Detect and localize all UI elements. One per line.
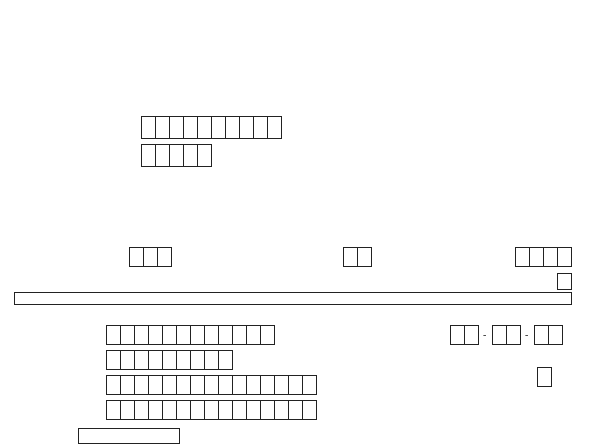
phone-cell[interactable] (204, 400, 219, 420)
inn-cell[interactable] (134, 325, 149, 345)
ogrn-cell[interactable] (106, 375, 121, 395)
org-name-field[interactable] (14, 292, 572, 305)
reg-number-cell[interactable] (211, 116, 226, 139)
kpp-cell[interactable] (218, 350, 233, 370)
reg-number-cell[interactable] (183, 116, 198, 139)
reg-number-cell[interactable] (253, 116, 268, 139)
ogrn-cell[interactable] (204, 375, 219, 395)
okved-cell[interactable] (548, 325, 563, 345)
phone-cell[interactable] (148, 400, 163, 420)
inn-cells[interactable] (106, 325, 275, 345)
phone-cell[interactable] (134, 400, 149, 420)
okved-cells-2[interactable] (492, 325, 521, 345)
phone-cell[interactable] (120, 400, 135, 420)
calendar-year-cell[interactable] (515, 247, 530, 267)
okved-cell[interactable] (464, 325, 479, 345)
kpp-cell[interactable] (176, 350, 191, 370)
reg-number-cell[interactable] (239, 116, 254, 139)
reg-number-cell[interactable] (155, 116, 170, 139)
subordination-code-cells[interactable] (141, 144, 212, 167)
ogrn-cell[interactable] (120, 375, 135, 395)
ogrn-cell[interactable] (302, 375, 317, 395)
stamp-cells[interactable] (78, 428, 180, 444)
ogrn-cell[interactable] (218, 375, 233, 395)
inn-cell[interactable] (120, 325, 135, 345)
inn-cell[interactable] (260, 325, 275, 345)
phone-cell[interactable] (260, 400, 275, 420)
okved-cell[interactable] (534, 325, 549, 345)
phone-cell[interactable] (176, 400, 191, 420)
reporting-period-cells[interactable] (343, 247, 372, 267)
reg-number-cell[interactable] (169, 116, 184, 139)
ogrn-cell[interactable] (274, 375, 289, 395)
phone-cell[interactable] (274, 400, 289, 420)
kpp-cell[interactable] (190, 350, 205, 370)
calendar-year-cell[interactable] (543, 247, 558, 267)
phone-cell[interactable] (288, 400, 303, 420)
phone-cell[interactable] (162, 400, 177, 420)
okved-cell[interactable] (450, 325, 465, 345)
okved-separator: - (483, 330, 487, 341)
reporting-period-cell[interactable] (343, 247, 358, 267)
inn-cell[interactable] (246, 325, 261, 345)
reporting-period-cell[interactable] (357, 247, 372, 267)
ogrn-cell[interactable] (288, 375, 303, 395)
subordination-code-cell[interactable] (183, 144, 198, 167)
reg-number-cell[interactable] (141, 116, 156, 139)
inn-cell[interactable] (218, 325, 233, 345)
reg-number-cell[interactable] (267, 116, 282, 139)
inn-cell[interactable] (106, 325, 121, 345)
subordination-code-cell[interactable] (169, 144, 184, 167)
okved-separator: - (525, 330, 529, 341)
kpp-cells[interactable] (106, 350, 233, 370)
okved-cell[interactable] (506, 325, 521, 345)
kpp-cell[interactable] (204, 350, 219, 370)
subordination-code-cell[interactable] (141, 144, 156, 167)
phone-cell[interactable] (246, 400, 261, 420)
calendar-year-cell[interactable] (529, 247, 544, 267)
kpp-cell[interactable] (106, 350, 121, 370)
inn-cell[interactable] (204, 325, 219, 345)
kpp-cell[interactable] (162, 350, 177, 370)
reg-number-cell[interactable] (225, 116, 240, 139)
okved-cell[interactable] (492, 325, 507, 345)
ogrn-cell[interactable] (148, 375, 163, 395)
inn-cell[interactable] (162, 325, 177, 345)
subordination-code-cell[interactable] (197, 144, 212, 167)
phone-cell[interactable] (232, 400, 247, 420)
phone-cell[interactable] (302, 400, 317, 420)
kpp-cell[interactable] (148, 350, 163, 370)
phone-cell[interactable] (106, 400, 121, 420)
ogrn-cell[interactable] (162, 375, 177, 395)
phone-cell[interactable] (190, 400, 205, 420)
adjustment-number-cells[interactable] (129, 247, 172, 267)
ogrn-cell[interactable] (190, 375, 205, 395)
ogrn-cell[interactable] (260, 375, 275, 395)
ogrn-cell[interactable] (176, 375, 191, 395)
adjustment-number-cell[interactable] (129, 247, 144, 267)
okved-cells-1[interactable] (450, 325, 479, 345)
stamp-cell[interactable] (78, 428, 180, 444)
phone-cells[interactable] (106, 400, 317, 420)
ogrn-cell[interactable] (134, 375, 149, 395)
calendar-year-cell[interactable] (557, 247, 572, 267)
subordination-code-cell[interactable] (155, 144, 170, 167)
ogrn-cell[interactable] (232, 375, 247, 395)
inn-cell[interactable] (190, 325, 205, 345)
calendar-year-cells[interactable] (515, 247, 572, 267)
inn-cell[interactable] (148, 325, 163, 345)
termination-cell[interactable] (557, 273, 572, 290)
phone-cell[interactable] (218, 400, 233, 420)
inn-cell[interactable] (232, 325, 247, 345)
budget-code-cell[interactable] (537, 367, 552, 387)
reg-number-cell[interactable] (197, 116, 212, 139)
kpp-cell[interactable] (120, 350, 135, 370)
adjustment-number-cell[interactable] (157, 247, 172, 267)
adjustment-number-cell[interactable] (143, 247, 158, 267)
reg-number-cells[interactable] (141, 116, 282, 139)
okved-cells-3[interactable] (534, 325, 563, 345)
kpp-cell[interactable] (134, 350, 149, 370)
inn-cell[interactable] (176, 325, 191, 345)
ogrn-cells[interactable] (106, 375, 317, 395)
ogrn-cell[interactable] (246, 375, 261, 395)
